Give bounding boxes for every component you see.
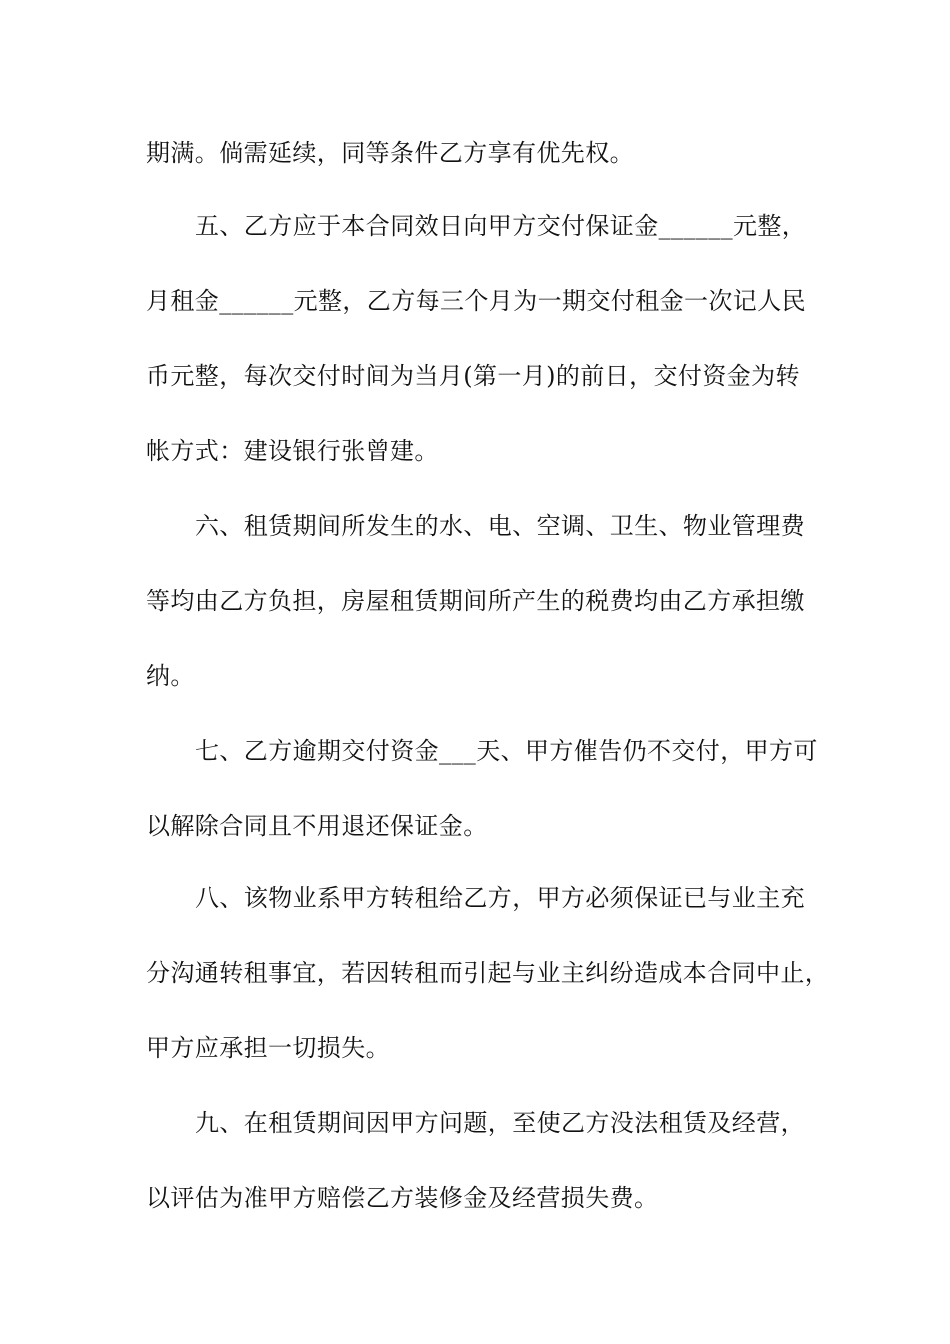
clause-5-line-3: 币元整，每次交付时间为当月(第一月)的前日，交付资金为转 [146, 362, 800, 390]
clause-7-line-2: 以解除合同且不用退还保证金。 [146, 812, 488, 840]
clause-6-line-2: 等均由乙方负担，房屋租赁期间所产生的税费均由乙方承担缴 [146, 587, 805, 615]
clause-5-line-4: 帐方式：建设银行张曾建。 [146, 437, 439, 465]
clause-9-line-2: 以评估为准甲方赔偿乙方装修金及经营损失费。 [146, 1184, 659, 1212]
clause-8-line-3: 甲方应承担一切损失。 [146, 1034, 390, 1062]
clause-5-line-1: 五、乙方应于本合同效日向甲方交付保证金______元整， [195, 212, 807, 240]
clause-8-line-1: 八、该物业系甲方转租给乙方，甲方必须保证已与业主充 [195, 884, 805, 912]
clause-6-line-3: 纳。 [146, 662, 195, 690]
clause-6-line-1: 六、租赁期间所发生的水、电、空调、卫生、物业管理费 [195, 512, 805, 540]
clause-5-line-2: 月租金______元整，乙方每三个月为一期交付租金一次记人民 [146, 287, 806, 315]
clause-9-line-1: 九、在租赁期间因甲方问题，至使乙方没法租赁及经营， [195, 1109, 805, 1137]
paragraph-4-line-end: 期满。倘需延续，同等条件乙方享有优先权。 [146, 139, 634, 167]
clause-7-line-1: 七、乙方逾期交付资金___天、甲方催告仍不交付，甲方可 [195, 737, 818, 765]
clause-8-line-2: 分沟通转租事宜，若因转租而引起与业主纠纷造成本合同中止， [146, 959, 830, 987]
